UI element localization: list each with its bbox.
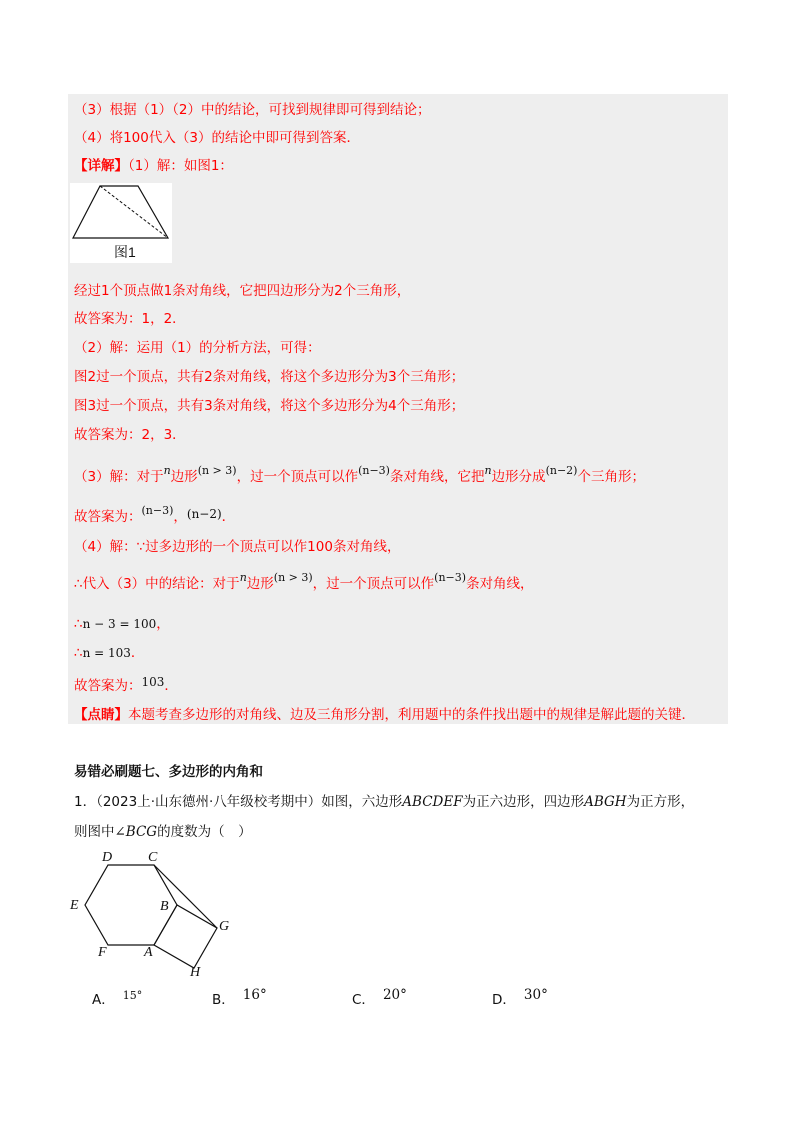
comment-text: 本题考查多边形的对角线、边及三角形分割，利用题中的条件找出题中的规律是解此题的关键． [128,707,695,723]
answer-4 [74,676,178,696]
question-text-e: 的度数为（ ） [157,824,252,840]
label-e: E [70,898,79,913]
hexagon-square-figure [66,848,236,978]
answer-3 [74,504,236,528]
equation-2-end: ． [130,645,145,661]
answer-3-separator: ， [173,509,187,525]
option-d-value: 30° [523,987,548,1003]
math-condition: (n > 3) [273,571,313,584]
detail-text: （1）解：如图1： [128,158,233,174]
equation-1 [74,614,170,634]
figure-1-caption: 图1 [114,244,136,260]
math-n: n [163,464,171,477]
angle-bcg: ∠BCG [114,824,158,840]
math-condition: (n > 3) [197,464,237,477]
therefore-symbol: ∴ [74,645,83,661]
label-a: A [144,945,153,960]
square-name: ABGH [584,794,627,810]
answer-3-end: ． [221,509,236,525]
part3-text-g: 个三角形； [577,469,645,485]
answer-2: 故答案为：2，3． [74,427,186,443]
detail-tag: 【详解】 [74,158,128,174]
answer-1: 故答案为：1，2． [74,311,186,327]
section-title: 易错必刷题七、多边形的内角和 [74,764,263,780]
answer-3-label: 故答案为： [74,509,142,525]
equation-2-value: n = 103 [82,646,131,660]
equation-2 [74,643,144,663]
part4-text-b: 边形 [246,576,274,592]
answer-4-label: 故答案为： [74,678,142,694]
square-shape [154,905,217,968]
part3-text-f: 边形分成 [491,469,546,485]
question-text-a: （2023上·山东德州·八年级校考期中）如图，六边形 [96,794,403,810]
part3-line [74,464,645,488]
solution-line-4: （4）将100代入（3）的结论中即可得到答案． [74,130,360,146]
part1-conclusion: 经过1个顶点做1条对角线，它把四边形分为2个三角形， [74,283,411,299]
answer-4-end: ． [164,678,178,694]
therefore-symbol: ∴ [74,616,83,632]
question-number: 1． [74,794,97,810]
part4-line-2 [74,571,534,595]
part3-text-a: （3）解：对于 [74,469,164,485]
label-f: F [98,945,107,960]
label-b: B [160,899,169,914]
fig3-line: 图3过一个顶点，共有3条对角线，将这个多边形分为4个三角形； [74,398,465,414]
math-n-minus-3: (n−3) [358,464,390,477]
part4-text-e: 条对角线， [466,576,534,592]
answer-3-value-2: (n−2) [186,507,222,521]
question-text-d: 则图中 [74,824,115,840]
question-text-c: 为正方形， [626,794,695,810]
part4-text-a: ∴代入（3）中的结论：对于 [74,576,240,592]
question-text-b: 为正六边形，四边形 [462,794,585,810]
question-line-2 [74,822,252,842]
part2-intro: （2）解：运用（1）的分析方法，可得： [74,340,321,356]
option-b[interactable] [212,988,267,1008]
part4-text-c: ，过一个顶点可以作 [312,576,435,592]
part3-text-c: ，过一个顶点可以作 [236,469,359,485]
part3-text-e: 条对角线，它把 [389,469,485,485]
option-d[interactable] [492,988,548,1008]
comment-tag: 【点睛】 [74,707,128,723]
fig2-line: 图2过一个顶点，共有2条对角线，将这个多边形分为3个三角形； [74,369,465,385]
solution-line-3: （3）根据（1）（2）中的结论，可找到规律即可得到结论； [74,102,431,118]
segment-cg [154,865,217,928]
option-b-value: 16° [242,987,267,1003]
math-n: n [239,571,247,584]
option-c[interactable] [352,988,407,1008]
question-line-1 [74,792,694,812]
math-n: n [484,464,492,477]
equation-1-value: n − 3 = 100 [82,617,157,631]
option-c-value: 20° [382,987,407,1003]
option-a-letter: A． [92,992,115,1008]
comment-line [74,705,695,725]
figure-1-trapezoid [70,183,172,263]
option-c-letter: C． [352,992,375,1008]
equation-1-end: ， [156,616,170,632]
option-a-value: 15° [122,989,143,1002]
label-c: C [148,850,158,865]
detail-line [74,156,233,176]
option-d-letter: D． [492,992,516,1008]
answer-4-value: 103 [141,675,165,689]
answer-3-value-1: (n−3) [141,504,174,517]
label-g: G [219,919,230,934]
part4-line-1: （4）解：∵过多边形的一个顶点可以作100条对角线， [74,539,401,555]
option-a[interactable] [92,988,142,1008]
option-b-letter: B． [212,992,235,1008]
part3-text-b: 边形 [170,469,198,485]
label-h: H [190,965,201,978]
math-n-minus-2: (n−2) [545,464,578,477]
hexagon-name: ABCDEF [402,794,463,810]
label-d: D [102,850,113,865]
math-n-minus-3: (n−3) [434,571,467,584]
